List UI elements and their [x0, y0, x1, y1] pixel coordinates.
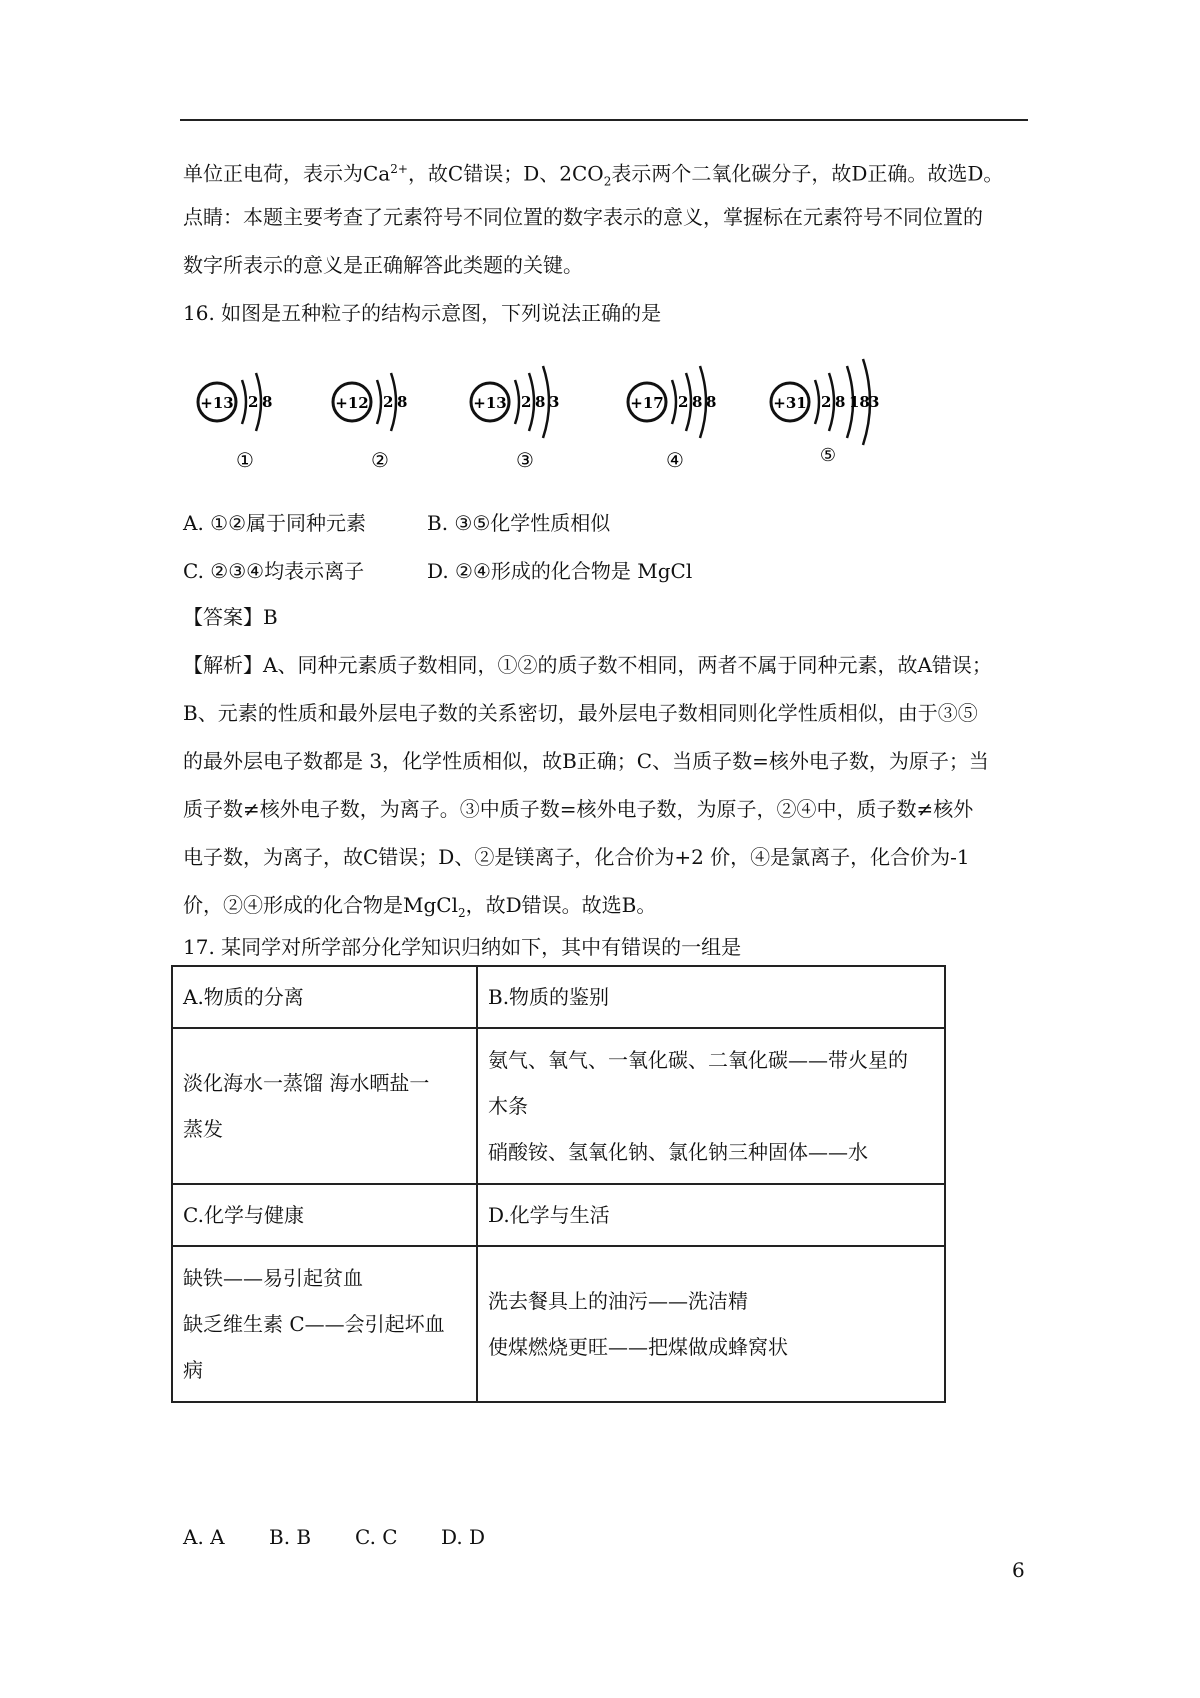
- cell-c-head: C.化学与健康: [172, 1184, 477, 1246]
- option-d: D. ②④形成的化合物是 MgCl: [427, 559, 693, 583]
- shell-electrons: 2: [383, 393, 394, 411]
- particle-2: [333, 373, 407, 472]
- option-b: B. ③⑤化学性质相似: [427, 511, 611, 535]
- particle-label: ③: [516, 448, 534, 472]
- particle-5: [771, 359, 879, 466]
- option-d: D. D: [441, 1525, 486, 1549]
- option-c: C. C: [355, 1525, 398, 1549]
- table-row: [172, 1028, 945, 1184]
- charge-superscript: 2+: [390, 162, 408, 176]
- shell-arc: [815, 380, 819, 424]
- shell-electrons: 18: [849, 393, 870, 411]
- cell-a-head: A.物质的分离: [172, 966, 477, 1028]
- shell-electrons: 2: [248, 393, 259, 411]
- particle-4: [628, 366, 716, 472]
- nucleus-charge: +31: [773, 394, 807, 412]
- cell-line: 硝酸铵、氢氧化钠、氯化钠三种固体——水: [488, 1140, 868, 1164]
- formula-subscript: 2: [603, 174, 612, 189]
- analysis-line-5: 电子数，为离子，故C错误；D、②是镁离子，化合价为+2 价，④是氯离子，化合价为-1: [183, 845, 970, 869]
- question-16: 16. 如图是五种粒子的结构示意图，下列说法正确的是: [183, 301, 662, 325]
- q16-options-row-2: [183, 555, 692, 584]
- analysis-line-1: 【解析】A、同种元素质子数相同，①②的质子数不相同，两者不属于同种元素，故A错误；: [183, 653, 992, 677]
- particle-1: [198, 373, 272, 472]
- particle-label: ①: [236, 448, 254, 472]
- shell-electrons: 8: [692, 393, 703, 411]
- cell-d-head: D.化学与生活: [477, 1184, 945, 1246]
- q17-options: [183, 1525, 485, 1549]
- cell-line: 洗去餐具上的油污——洗洁精: [488, 1289, 748, 1313]
- shell-electrons: 2: [678, 393, 689, 411]
- cell-line: 木条: [488, 1094, 528, 1118]
- particle-label: ⑤: [819, 445, 837, 466]
- cell-line: 氨气、氧气、一氧化碳、二氧化碳——带火星的: [488, 1048, 908, 1072]
- nucleus-charge: +13: [473, 394, 507, 412]
- shell-arc: [242, 380, 246, 424]
- nucleus-charge: +17: [630, 394, 664, 412]
- particle-3: [471, 366, 559, 472]
- shell-arc: [377, 380, 381, 424]
- cell-b-body: [477, 1028, 945, 1184]
- cell-c-body: [172, 1246, 477, 1402]
- shell-arc: [672, 380, 676, 424]
- cell-a-body: [172, 1028, 477, 1184]
- text-line-3: 数字所表示的意义是正确解答此类题的关键。: [183, 253, 583, 277]
- table-row: [172, 966, 945, 1028]
- option-b: B. B: [269, 1525, 312, 1549]
- header-rule: [180, 119, 1028, 121]
- particle-label: ④: [666, 448, 684, 472]
- knowledge-table: [171, 965, 946, 1403]
- particle-structure-diagram: [190, 345, 950, 475]
- option-a: A. ①②属于同种元素: [183, 511, 367, 535]
- text-line-1: [183, 155, 1003, 196]
- text-segment: ，故C错误；D、2CO: [407, 161, 604, 186]
- question-17: 17. 某同学对所学部分化学知识归纳如下，其中有错误的一组是: [183, 935, 742, 959]
- cell-d-body: [477, 1246, 945, 1402]
- q16-options-row-1: [183, 507, 610, 536]
- shell-electrons: 8: [262, 393, 273, 411]
- cell-line: 使煤燃烧更旺——把煤做成蜂窝状: [488, 1335, 788, 1359]
- text-segment: 表示两个二氧化碳分子，故D正确。故选D。: [611, 161, 1004, 186]
- text-line-2: 点睛：本题主要考查了元素符号不同位置的数字表示的意义，掌握标在元素符号不同位置的: [183, 205, 983, 229]
- analysis-line-3: 的最外层电子数都是 3，化学性质相似，故B正确；C、当质子数=核外电子数，为原子；当: [183, 749, 989, 773]
- table-row: [172, 1184, 945, 1246]
- analysis-line-2: B、元素的性质和最外层电子数的关系密切，最外层电子数相同则化学性质相似，由于③⑤: [183, 701, 978, 725]
- cell-b-head: B.物质的鉴别: [477, 966, 945, 1028]
- formula-subscript: 2: [457, 906, 466, 920]
- table-row: [172, 1246, 945, 1402]
- shell-electrons: 8: [397, 393, 408, 411]
- shell-arc: [515, 380, 519, 424]
- option-c: C. ②③④均表示离子: [183, 559, 365, 583]
- analysis-line-4: 质子数≠核外电子数，为离子。③中质子数=核外电子数，为原子，②④中，质子数≠核外: [183, 797, 974, 821]
- page-number: 6: [1012, 1558, 1025, 1582]
- cell-line: 病: [183, 1358, 203, 1382]
- answer-16: 【答案】B: [183, 605, 278, 629]
- shell-electrons: 8: [706, 393, 717, 411]
- text-segment: ，故D错误。故选B。: [465, 893, 657, 917]
- nucleus-charge: +12: [335, 394, 369, 412]
- text-segment: 价，②④形成的化合物是MgCl: [183, 893, 458, 917]
- particle-label: ②: [371, 448, 389, 472]
- shell-electrons: 3: [549, 393, 560, 411]
- cell-line: 淡化海水一蒸馏 海水晒盐一: [183, 1071, 430, 1095]
- shell-electrons: 8: [835, 393, 846, 411]
- shell-electrons: 2: [821, 393, 832, 411]
- shell-electrons: 3: [869, 393, 880, 411]
- option-a: A. A: [183, 1525, 225, 1549]
- cell-line: 蒸发: [183, 1117, 223, 1141]
- analysis-line-6: [183, 891, 656, 927]
- text-segment: 单位正电荷，表示为Ca: [183, 161, 391, 186]
- cell-line: 缺铁——易引起贫血: [183, 1266, 363, 1290]
- shell-electrons: 8: [535, 393, 546, 411]
- nucleus-charge: +13: [200, 394, 234, 412]
- cell-line: 缺乏维生素 C——会引起坏血: [183, 1312, 445, 1336]
- shell-electrons: 2: [521, 393, 532, 411]
